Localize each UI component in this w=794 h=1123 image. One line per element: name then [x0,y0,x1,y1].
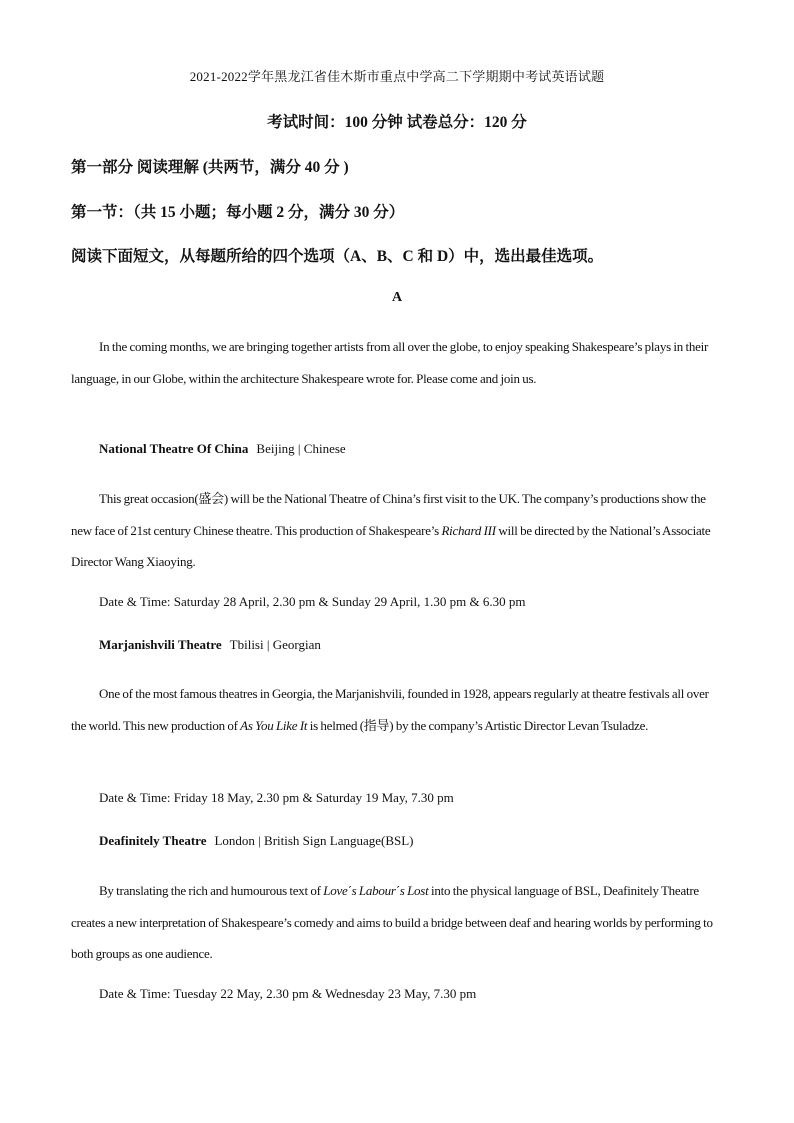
theatre-description [71,678,723,741]
theatre-name: Marjanishvili Theatre [99,637,222,652]
theatre-name: Deafinitely Theatre [99,833,207,848]
description-text: is helmed (指导) by the company’s Artistic Director Levan Tsuladze. [307,717,649,733]
play-title: As You Like It [240,717,308,733]
performance-datetime: Date & Time: Friday 18 May, 2.30 pm & Saturday 19 May, 7.30 pm [99,790,454,805]
description-text: will be directed by the National’s Associate Director Wang Xiaoying. [71,522,711,569]
performance-datetime: Date & Time: Tuesday 22 May, 2.30 pm & Wednesday 23 May, 7.30 pm [99,986,477,1001]
performance-datetime: Date & Time: Saturday 28 April, 2.30 pm & Sunday 29 April, 1.30 pm & 6.30 pm [99,594,526,609]
description-text: By translating the rich and humourous text of [99,883,324,898]
intro-paragraph: In the coming months, we are bringing together artists from all over the globe, to enjoy speaking Shakespeare’s plays in their language, in our Globe, within the architecture Shakespeare wrote for. Please come and join us. [71,339,709,386]
part-heading: 第一部分 阅读理解 (共两节，满分 40 分 ) [71,159,349,176]
theatre-header [99,833,414,849]
section-heading: 第一节：（共 15 小题；每小题 2 分，满分 30 分） [71,204,405,221]
passage-label: A [391,290,403,305]
theatre-header [99,441,346,457]
document-title: 2021-2022学年黑龙江省佳木斯市重点中学高二下学期期中考试英语试题 [189,69,605,84]
theatre-header [99,637,321,653]
instruction-text: 阅读下面短文，从每题所给的四个选项（A、B、C 和 D）中，选出最佳选项。 [71,248,604,265]
theatre-description [71,483,723,578]
theatre-location-language: Tbilisi | Georgian [229,637,321,652]
play-title: Richard III [441,522,496,538]
theatre-location-language: London | British Sign Language(BSL) [214,833,414,848]
exam-info: 考试时间：100 分钟 试卷总分：120 分 [267,114,527,131]
play-title: Love΄s Labour΄s Lost [323,883,429,898]
theatre-name: National Theatre Of China [99,441,249,456]
theatre-location-language: Beijing | Chinese [256,441,346,456]
description-text: into the physical language of BSL, Deafinitely Theatre creates a new interpretation of Shakespeare’s comedy and aims to build a bridge between deaf and hearing worlds by performing to both groups as one audience. [71,883,713,961]
theatre-description [71,875,723,970]
description-text: This great occasion(盛会) will be the National Theatre of China’s first visit to the UK. The company’s productions show the new face of 21st century Chinese theatre. This production of Shakespeare’s [71,491,706,538]
description-text: One of the most famous theatres in Georgia, the Marjanishvili, founded in 1928, appears regularly at theatre festivals all over the world. This new production of [71,686,709,733]
